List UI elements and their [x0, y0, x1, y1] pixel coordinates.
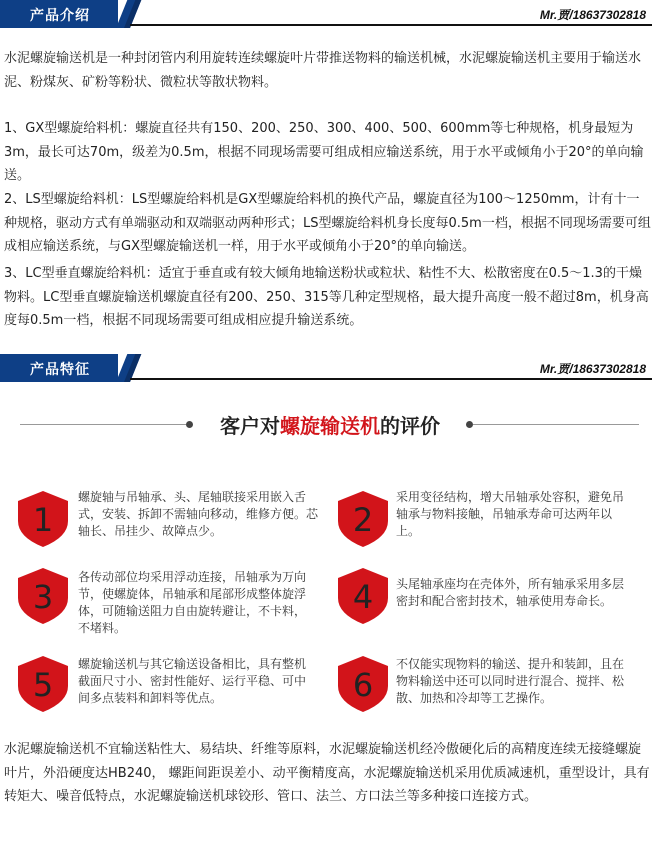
- badge-number: 3: [32, 578, 54, 616]
- badge-5: [16, 654, 70, 714]
- badge-number: 2: [352, 501, 374, 539]
- spec-paragraph-2: 2、LS型螺旋给料机：LS型螺旋给料机是GX型螺旋给料机的换代产品，螺旋直径为100～1250mm，计有十一种规格，驱动方式有单端驱动和双端驱动两种形式；LS型螺旋给料机身长度每0.5m一档，根据不同现场需要可组成相应输送系统，与GX型螺旋输送机一样，用于水平或倾角小于20°的单向输送。: [4, 192, 651, 254]
- badge-4: [336, 566, 390, 626]
- badge-1: [16, 489, 70, 549]
- badge-2: [336, 489, 390, 549]
- section-header-intro: [0, 0, 660, 28]
- feature-text-3: 各传动部位均采用浮动连接，吊轴承为万向节，使螺旋体，吊轴承和尾部形成整体旋浮体，可随输送阻力自由旋转避让，不卡料，不堵料。: [78, 570, 307, 635]
- intro-paragraph: 水泥螺旋输送机是一种封闭管内利用旋转连续螺旋叶片带推送物料的输送机械，水泥螺旋输送机主要用于输送水泥、粉煤灰、矿粉等粉状、微粒状等散状物料。: [4, 51, 642, 90]
- badge-3: [16, 566, 70, 626]
- spec-paragraph-3: 3、LC型垂直螺旋给料机：适宜于垂直或有较大倾角地输送粉状或粒状、粘性不大、松散密度在0.5～1.3的干燥物料。LC型垂直螺旋输送机螺旋直径有200、250、315等几种定型规格，最大提升高度一般不超过8m，机身高度每0.5m一档，根据不同现场需要可组成相应提升输送系统。: [4, 266, 649, 328]
- section-title: 产品特征: [30, 362, 90, 378]
- feature-text-1: 螺旋轴与吊轴承、头、尾轴联接采用嵌入舌式，安装、拆卸不需轴向移动，维修方便。芯轴长、吊挂少、故障点少。: [78, 490, 319, 538]
- badge-number: 5: [32, 666, 54, 704]
- contact-info: Mr.贾/18637302818: [539, 362, 646, 376]
- badge-number: 6: [352, 666, 374, 704]
- review-headline: 客户对螺旋输送机的评价: [220, 414, 440, 438]
- contact-info: Mr.贾/18637302818: [539, 8, 646, 22]
- bottom-paragraph: 水泥螺旋输送机不宜输送粘性大、易结块、纤维等原料，水泥螺旋输送机经冷傲硬化后的高精度连续无接缝螺旋叶片，外沿硬度达HB240， 螺距间距误差小、动平衡精度高，水泥螺旋输送机采用优质减速机，重型设计，具有转矩大、噪音低特点，水泥螺旋输送机球铰形、管口、法兰、方口法兰等多种接口连接方式。: [4, 742, 650, 804]
- badge-number: 4: [352, 578, 374, 616]
- spec-paragraph-1: 1、GX型螺旋给料机：螺旋直径共有150、200、250、300、400、500、600mm等七种规格，机身最短为3m，最长可达70m，级差为0.5m，根据不同现场需要可组成相应输送系统，用于水平或倾角小于20°的单向输送。: [4, 121, 644, 183]
- badge-6: [336, 654, 390, 714]
- feature-text-5: 螺旋输送机与其它输送设备相比，具有整机截面尺寸小、密封性能好、运行平稳、可中间多点装料和卸料等优点。: [78, 657, 307, 705]
- section-header-features: [0, 354, 660, 382]
- feature-text-4: 头尾轴承座均在壳体外，所有轴承采用多层密封和配合密封技术，轴承使用寿命长。: [396, 577, 625, 608]
- feature-text-2: 采用变径结构，增大吊轴承处容积，避免吊轴承与物料接触，吊轴承寿命可达两年以上。: [396, 490, 625, 538]
- feature-text-6: 不仅能实现物料的输送、提升和装卸，且在物料输送中还可以同时进行混合、搅拌、松散、加热和冷却等工艺操作。: [396, 657, 625, 705]
- badge-number: 1: [32, 501, 54, 539]
- section-title: 产品介绍: [30, 8, 90, 24]
